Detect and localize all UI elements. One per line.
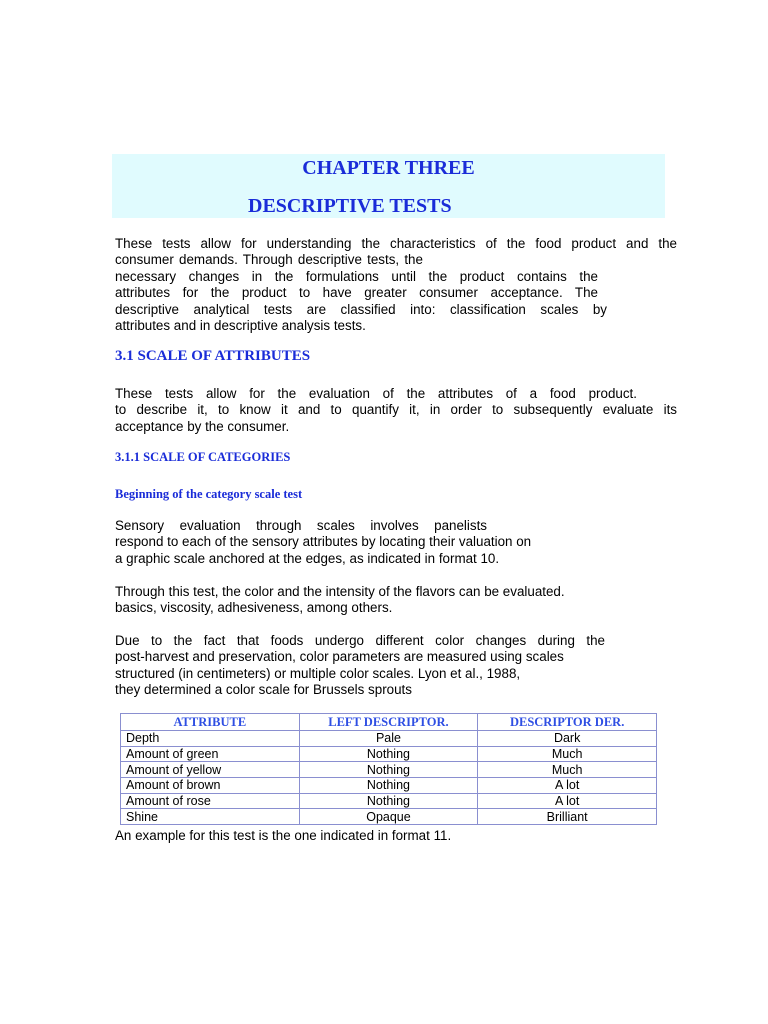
text-line: attributes for the product to have greater consumer acceptance. The <box>115 285 598 301</box>
text-line: descriptive analytical tests are classified into: classification scales by <box>115 301 607 317</box>
text-line: a graphic scale anchored at the edges, as indicated in format 10. <box>115 550 500 566</box>
table-cell: Nothing <box>299 746 478 762</box>
table-cell: Nothing <box>299 793 478 809</box>
table-cell: Opaque <box>299 809 478 825</box>
text-line: Through this test, the color and the intensity of the flavors can be evaluated. <box>115 584 565 599</box>
chapter-number: CHAPTER THREE <box>302 157 475 179</box>
table-cell: Pale <box>299 731 478 747</box>
text-line: to describe it, to know it and to quantify it, in order to subsequently evaluate its <box>115 402 677 418</box>
subsection-heading: 3.1.1 SCALE OF CATEGORIES <box>115 450 291 464</box>
chapter-title: DESCRIPTIVE TESTS <box>248 195 452 217</box>
table-cell: Amount of brown <box>121 778 300 794</box>
table-cell: Shine <box>121 809 300 825</box>
table-cell: Amount of green <box>121 746 300 762</box>
closing-paragraph <box>115 828 677 844</box>
table-header-row <box>121 714 657 731</box>
table-cell: Depth <box>121 731 300 747</box>
column-header-left-descriptor: LEFT DESCRIPTOR. <box>299 714 478 731</box>
table-cell: Amount of rose <box>121 793 300 809</box>
text-line: post-harvest and preservation, color parameters are measured using scales <box>115 649 564 665</box>
table-cell: Nothing <box>299 778 478 794</box>
text-line: they determined a color scale for Brussels sprouts <box>115 682 412 698</box>
text-line: attributes and in descriptive analysis tests. <box>115 318 366 334</box>
text-line: An example for this test is the one indicated in format 11. <box>115 828 452 843</box>
table-cell: Dark <box>478 731 657 747</box>
table-row <box>121 793 657 809</box>
text-line: consumer demands. Through descriptive tests, the <box>115 252 423 268</box>
text-line: basics, viscosity, adhesiveness, among others. <box>115 600 393 616</box>
text-line: Due to the fact that foods undergo different color changes during the <box>115 633 605 648</box>
text-line: respond to each of the sensory attributes by locating their valuation on <box>115 534 532 550</box>
intro-paragraph <box>115 236 677 334</box>
text-line: acceptance by the consumer. <box>115 418 290 434</box>
text-line: These tests allow for understanding the characteristics of the food product and the <box>115 236 677 251</box>
column-header-attribute: ATTRIBUTE <box>121 714 300 731</box>
column-header-right-descriptor: DESCRIPTOR DER. <box>478 714 657 731</box>
table-row <box>121 778 657 794</box>
subsection-subtitle: Beginning of the category scale test <box>115 487 303 501</box>
chapter-title-box <box>112 154 665 218</box>
table-row <box>121 762 657 778</box>
paragraph-color-intensity <box>115 584 677 617</box>
paragraph-color-changes <box>115 633 677 699</box>
table-cell: A lot <box>478 778 657 794</box>
table-cell: Amount of yellow <box>121 762 300 778</box>
table-row <box>121 731 657 747</box>
table-cell: Much <box>478 746 657 762</box>
text-line: structured (in centimeters) or multiple color scales. Lyon et al., 1988, <box>115 665 521 681</box>
table-row <box>121 746 657 762</box>
section-3-1-paragraph <box>115 386 677 435</box>
color-scale-table <box>120 713 657 825</box>
section-heading: 3.1 SCALE OF ATTRIBUTES <box>115 348 311 364</box>
text-line: Sensory evaluation through scales involves panelists <box>115 518 487 533</box>
text-line: These tests allow for the evaluation of the attributes of a food product. <box>115 386 637 401</box>
table-row <box>121 809 657 825</box>
table-cell: Nothing <box>299 762 478 778</box>
text-line: necessary changes in the formulations until the product contains the <box>115 268 598 284</box>
table-cell: Much <box>478 762 657 778</box>
table-cell: Brilliant <box>478 809 657 825</box>
paragraph-scales <box>115 518 677 567</box>
table-cell: A lot <box>478 793 657 809</box>
